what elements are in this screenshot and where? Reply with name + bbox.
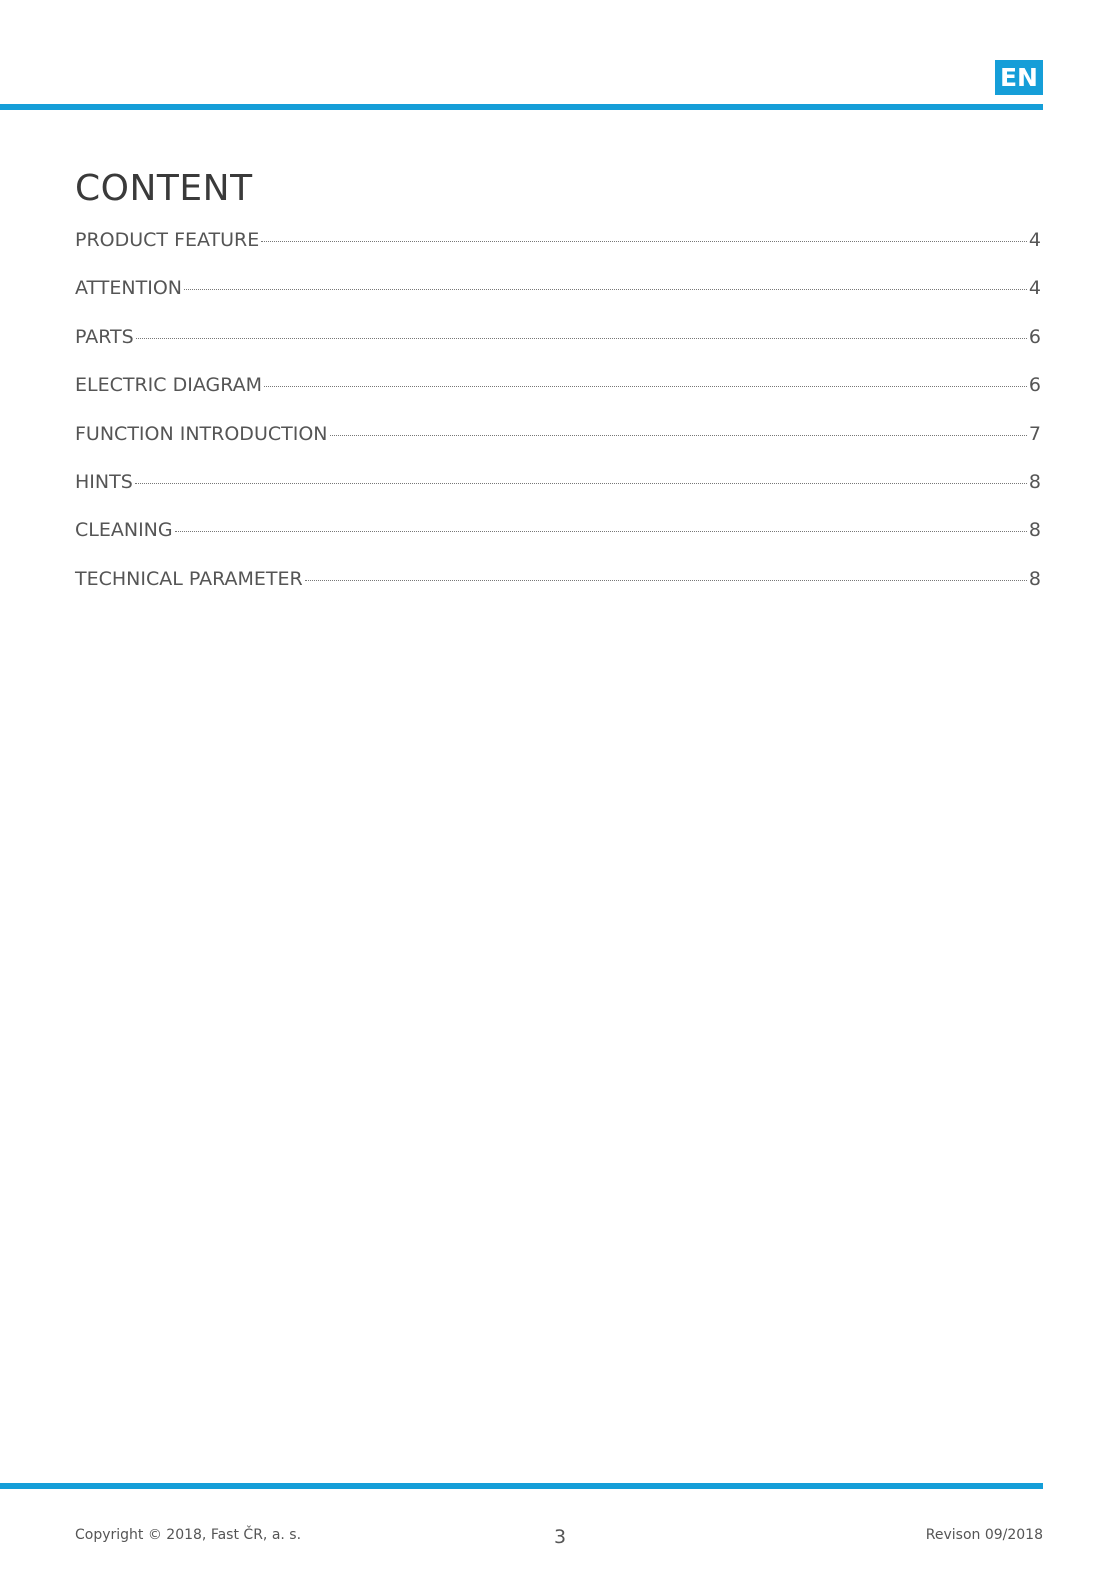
toc-item-label: TECHNICAL PARAMETER [75, 567, 303, 590]
toc-item-page: 8 [1028, 519, 1041, 542]
toc-item-label: HINTS [75, 470, 133, 493]
footer-revision: Revison 09/2018 [925, 1527, 1043, 1543]
toc-item-electric-diagram[interactable] [75, 374, 1041, 422]
dot-leader [175, 531, 1027, 532]
dot-leader [261, 241, 1027, 242]
toc-item-label: FUNCTION INTRODUCTION [75, 422, 328, 445]
toc-item-label: PARTS [75, 325, 134, 348]
toc-item-page: 8 [1028, 470, 1041, 493]
toc-item-function-introduction[interactable] [75, 423, 1041, 471]
toc-item-page: 4 [1028, 229, 1041, 251]
toc-item-label: ELECTRIC DIAGRAM [75, 374, 263, 397]
toc-item-label: CLEANING [75, 519, 173, 542]
toc-item-attention[interactable] [75, 277, 1041, 325]
toc-item-page: 4 [1028, 277, 1041, 300]
dot-leader [330, 435, 1027, 436]
footer-divider [0, 1483, 1043, 1489]
toc-item-product-feature[interactable] [75, 229, 1041, 277]
dot-leader [135, 483, 1027, 484]
footer-copyright: Copyright © 2018, Fast ČR, a. s. [75, 1527, 302, 1543]
toc-item-label: PRODUCT FEATURE [75, 229, 260, 251]
language-badge: EN [995, 60, 1043, 95]
table-of-contents [75, 229, 1041, 616]
toc-item-technical-parameter[interactable] [75, 568, 1041, 616]
toc-item-label: ATTENTION [75, 277, 182, 300]
toc-item-cleaning[interactable] [75, 519, 1041, 567]
dot-leader [264, 386, 1027, 387]
toc-item-parts[interactable] [75, 326, 1041, 374]
toc-item-page: 6 [1028, 325, 1041, 348]
dot-leader [184, 289, 1027, 290]
dot-leader [136, 338, 1027, 339]
toc-item-page: 7 [1028, 422, 1041, 445]
toc-item-page: 8 [1028, 567, 1041, 590]
page-title: CONTENT [75, 168, 253, 209]
header-divider [0, 104, 1043, 110]
toc-item-page: 6 [1028, 374, 1041, 397]
toc-item-hints[interactable] [75, 471, 1041, 519]
footer-page-number: 3 [553, 1526, 567, 1548]
dot-leader [305, 580, 1027, 581]
